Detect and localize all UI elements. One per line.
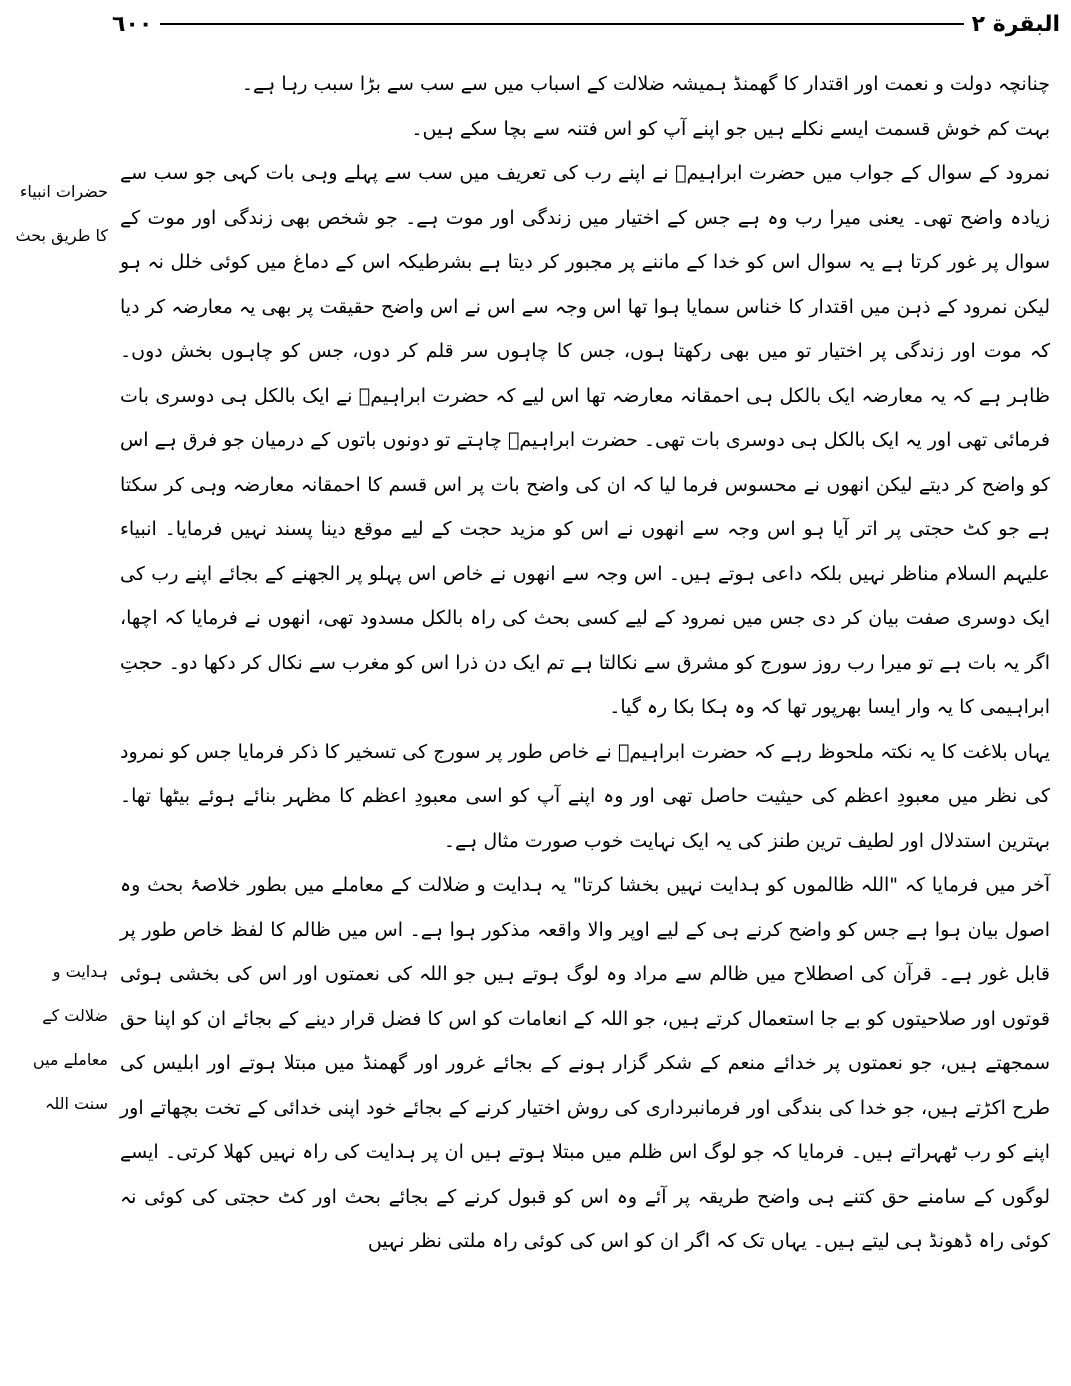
margin-note-prophets-method [8, 170, 108, 258]
paragraph-2: نمرود کے سوال کے جواب میں حضرت ابراہیمؑ نے اپنے رب کی تعریف میں سب سے پہلے وہی بات کہی جو سب سے زیادہ واضح تھی۔ یعنی میرا رب وہ ہے جس کے اختیار میں زندگی اور موت ہے۔ جو شخص بھی زندگی اور موت کے سوال پر غور کرتا ہے یہ سوال اس کو خدا کے ماننے پر مجبور کر دیتا ہے بشرطیکہ اس کے دماغ میں کوئی خلل نہ ہو لیکن نمرود کے ذہن میں اقتدار کا خناس سمایا ہوا تھا اس وجہ سے اس نے اس واضح حقیقت پر بھی یہ معارضہ کر دیا کہ موت اور زندگی پر اختیار تو میں بھی رکھتا ہوں، جس کا چاہوں سر قلم کر دوں، جس کو چاہوں بخش دوں۔ ظاہر ہے کہ یہ معارضہ ایک بالکل ہی احمقانہ معارضہ تھا اس لیے کہ حضرت ابراہیمؑ نے ایک بالکل ہی دوسری بات فرمائی تھی اور یہ ایک بالکل ہی دوسری بات تھی۔ حضرت ابراہیمؑ چاہتے تو دونوں باتوں کے درمیان جو فرق ہے اس کو واضح کر دیتے لیکن انھوں نے محسوس فرما لیا کہ ان کی واضح بات پر اس قسم کا احمقانہ معارضہ وہی کر سکتا ہے جو کٹ حجتی پر اتر آیا ہو اس وجہ سے انھوں نے اس کو مزید حجت کے لیے موقع دینا پسند نہیں فرمایا۔ انبیاء علیہم السلام مناظر نہیں بلکہ داعی ہوتے ہیں۔ اس وجہ سے انھوں نے خاص اس پہلو پر الجھنے کے بجائے اپنے رب کی ایک دوسری صفت بیان کر دی جس میں نمرود کے لیے کسی بحث کی راہ بالکل مسدود تھی، انھوں نے فرمایا کہ اچھا، اگر یہ بات ہے تو میرا رب روز سورج کو مشرق سے نکالتا ہے تم ایک دن ذرا اس کو مغرب سے نکال کر دکھا دو۔ حجتِ ابراہیمی کا یہ وار ایسا بھرپور تھا کہ وہ ہکا بکا رہ گیا۔ [120, 162, 1050, 718]
page-header [112, 4, 1060, 44]
paragraph-4: آخر میں فرمایا کہ "اللہ ظالموں کو ہدایت نہیں بخشا کرتا" یہ ہدایت و ضلالت کے معاملے میں بطور خلاصۂ بحث وہ اصول بیان ہوا ہے جس کو واضح کرنے ہی کے لیے اوپر والا واقعہ مذکور ہوا ہے۔ اس میں ظالم کا لفظ خاص طور پر قابل غور ہے۔ قرآن کی اصطلاح میں ظالم سے مراد وہ لوگ ہوتے ہیں جو اللہ کی نعمتوں اور اس کی بخشی ہوئی قوتوں اور صلاحیتوں کو بے جا استعمال کرتے ہیں، جو اللہ کے انعامات کو اس کا فضل قرار دینے کے بجائے ان کو اپنا حق سمجھتے ہیں، جو نعمتوں پر خدائے منعم کے شکر گزار ہونے کے بجائے غرور اور گھمنڈ میں مبتلا ہوتے اور ابلیس کی طرح اکڑتے ہیں، جو خدا کی بندگی اور فرمانبرداری کی روش اختیار کرنے کے بجائے خود اپنی خدائی کے تخت بچھاتے اور اپنے کو رب ٹھہراتے ہیں۔ فرمایا کہ جو لوگ اس ظلم میں مبتلا ہوتے ہیں ان پر ہدایت کی راہ نہیں کھلا کرتی۔ ایسے لوگوں کے سامنے حق کتنے ہی واضح طریقہ پر آئے وہ اس کو قبول کرنے کے بجائے بحث اور کٹ حجتی کی کوئی نہ کوئی راہ ڈھونڈ ہی لیتے ہیں۔ یہاں تک کہ اگر ان کو اس کی کوئی راہ ملتی نظر نہیں [120, 874, 1050, 1252]
margin-note-line: معاملے میں [32, 1050, 108, 1069]
margin-note-line: سنت اللہ [44, 1094, 108, 1113]
header-rule [160, 23, 963, 25]
page-number: ٦٠٠ [112, 11, 153, 37]
margin-note-line: ہدایت و [52, 962, 108, 981]
commentary-text [120, 62, 1050, 1264]
margin-note-guidance-sunnah [8, 950, 108, 1126]
paragraph-1-line-2: بہت کم خوش قسمت ایسے نکلے ہیں جو اپنے آپ کو اس فتنہ سے بچا سکے ہیں۔ [411, 117, 1050, 140]
paragraph-1-line-1: چنانچہ دولت و نعمت اور اقتدار کا گھمنڈ ہمیشہ ضلالت کے اسباب میں سے سب سے بڑا سبب رہا ہے۔ [241, 73, 1050, 95]
paragraph-3: یہاں بلاغت کا یہ نکتہ ملحوظ رہے کہ حضرت ابراہیمؑ نے خاص طور پر سورج کی تسخیر کا ذکر فرمایا جس کو نمرود کی نظر میں معبودِ اعظم کی حیثیت حاصل تھی اور وہ اپنے آپ کو اسی معبودِ اعظم کا مظہر بنائے ہوئے بیٹھا تھا۔ بہترین استدلال اور لطیف ترین طنز کی یہ ایک نہایت خوب صورت مثال ہے۔ [120, 740, 1050, 852]
margin-note-line: ضلالت کے [42, 1006, 108, 1025]
surah-title: البقرة ٢ [971, 11, 1060, 37]
margin-note-line: کا طریق بحث [15, 226, 108, 245]
margin-note-line: حضرات انبیاء [19, 182, 108, 201]
